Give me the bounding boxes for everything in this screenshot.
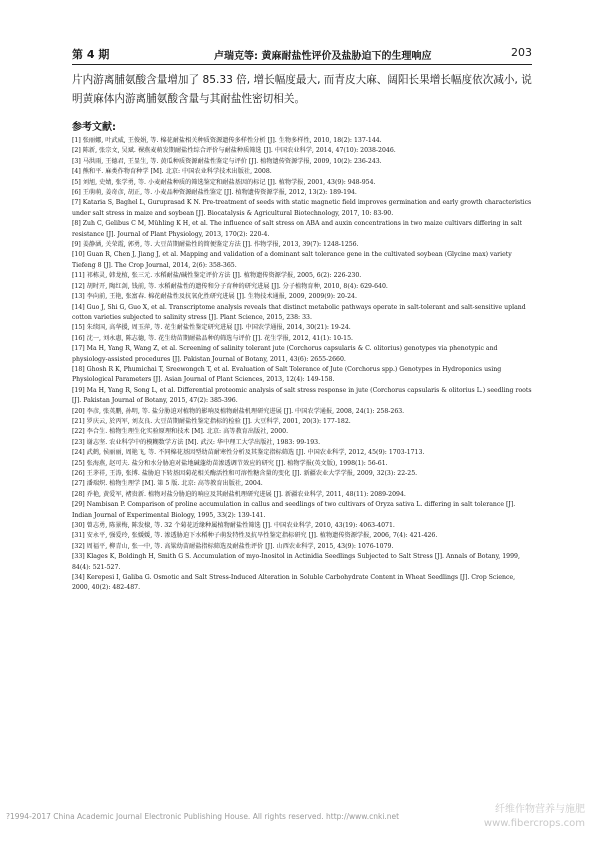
reference-item: [23] 谢志坚. 农业科学中的模糊数学方法 [M]. 武汉: 华中理工大学出版社, 1983: 99-193. [72,438,321,446]
reference-item: [9] 姜静涵, 关荣霞, 郭勇, 等. 大豆苗期耐盐性的简便鉴定方法 [J]. 作物学报, 2013, 39(7): 1248-1256. [72,241,359,249]
issue-number: 第 4 期 [72,48,110,61]
reference-item: [31] 安永平, 强爱玲, 张媛媛, 等. 渗透胁迫下水稻种子萌发特性及抗旱性鉴定指标研究 [J]. 植物遗传资源学报, 2006, 7(4): 421-426. [72,532,438,540]
watermark-logo [447,800,587,830]
reference-item: [13] 李向前, 王艳, 张富春. 棉花耐盐性及抗氧化性研究进展 [J]. 生物技术通报, 2009, 2009(9): 20-24. [72,293,357,301]
reference-item: [21] 罗庆云, 於丙军, 刘友良. 大豆苗期耐盐性鉴定指标的检验 [J]. 大豆科学, 2001, 20(3): 177-182. [72,417,351,425]
reference-item: [28] 乔艳, 黄爱军, 褚贵新. 植物对盐分胁迫的响应及其耐盐机理研究进展 [J]. 新疆农业科学, 2011, 48(11): 2089-2094. [72,490,406,498]
references-heading: 参考文献: [72,122,116,133]
reference-item: [10] Guan R, Chen J, Jiang J, et al. Mapping and validation of a dominant salt tolerance gene in the cultivated soybean (Glycine max) variety Tiefeng 8 [J]. The Crop Journal, 2014, 2(6): 358-365. [72,251,512,269]
reference-item: [11] 祁栋灵, 韩龙植, 张三元. 水稻耐盐/碱性鉴定评价方法 [J]. 植物遗传资源学报, 2005, 6(2): 226-230. [72,272,362,280]
reference-item: [33] Klages K, Boldingh H, Smith G S. Accumulation of myo-Inositol in Actinidia Seedlings Subjected to Salt Stress [J]. Annals of Botany, 1999, 84(4): 521-527. [72,553,520,571]
reference-item: [18] Ghosh R K, Phumichai T, Sreewongch T, et al. Evaluation of Salt Tolerance of Jute (Corchorus spp.) Genotypes in Hydroponics using Physiological Parameters [J]. Asian Journal of Plant Sciences, 2013, 12(4): 149-158. [72,365,502,384]
reference-item: [29] Nambisan P. Comparison of proline accumulation in callus and seedlings of two cultivars of Oryza sativa L. differing in salt tolerance [J]. Indian Journal of Experimental Biology, 1995, 33(2): 139-141. [72,501,516,519]
reference-item: [24] 武鹤, 侯丽丽, 周艳飞, 等. 不同棉花基因型幼苗耐寒性分析及其鉴定指标筛选 [J]. 中国农业科学, 2012, 45(9): 1703-1713. [72,449,425,457]
reference-item: [4] 熊和平. 麻类作物育种学 [M]. 北京: 中国农业科学技术出版社, 2008. [72,168,272,176]
reference-list [72,136,534,594]
reference-item: [15] 朱续国, 高华援, 周玉萍, 等. 花生耐盐性鉴定研究进展 [J]. 中国农学通报, 2014, 30(21): 19-24. [72,324,351,332]
reference-item: [26] 王茅祥, 王涛, 张博. 盐胁迫下转基因菊花相关酶活性和可溶性糖含量的变化 [J]. 新疆农业大学学报, 2009, 32(3): 22-25. [72,470,418,477]
running-title: 卢瑞克等: 黄麻耐盐性评价及盐胁迫下的生理响应 [214,51,432,62]
reference-item: [7] Kataria S, Baghel L, Guruprasad K N. Pre-treatment of seeds with static magnetic field improves germination and early growth characteristics under salt stress in maize and soybean [J]. Biocatalysis & Agricultural Biotechnology, 2017, 10: 83-90. [72,199,532,217]
watermark-url: www.fibercrops.com [483,818,585,829]
reference-item: [6] 王萌萌, 姜奇彦, 胡正, 等. 小麦品种资源耐盐性鉴定 [J]. 植物遗传资源学报, 2012, 13(2): 189-194. [72,189,357,197]
reference-item: [14] Guo J, Shi G, Guo X, et al. Transcriptome analysis reveals that distinct metabolic pathways operate in salt-tolerant and salt-sensitive upland cotton varieties subjected to salinity stress [J]. Plant Science, 2015, 238: 33. [72,303,526,321]
reference-item: [34] Kerepesi I, Galiba G. Osmotic and Salt Stress-Induced Alteration in Soluble Carbohydrate Content in Wheat Seedlings [J]. Crop Science, 2000, 40(2): 482-487. [72,574,516,592]
reference-item: [32] 周福平, 柳青山, 张一中, 等. 高粱幼苗耐盐指标筛选及耐盐性评价 [J]. 山西农业科学, 2015, 43(9): 1076-1079. [72,542,394,550]
reference-item: [5] 刘旭, 史婧, 张学勇, 等. 小麦耐盐种质的筛选鉴定和耐盐基因的标记 [J]. 植物学报, 2001, 43(9): 948-954. [72,178,376,186]
reference-item: [25] 张海燕, 赵可夫. 盐分和水分胁迫对盐地碱蓬幼苗渗透调节效应的研究 [J]. 植物学报(英文版), 1998(1): 56-61. [72,459,388,467]
body-paragraph: 片内游离脯氨酸含量增加了 85.33 倍, 增长幅度最大, 而青皮大麻、阔阳长果增长幅度依次减小, 说明黄麻体内游离脯氨酸含量与其耐盐性密切相关。 [72,74,532,105]
reference-item: [22] 李合生. 植物生理生化实验原理和技术 [M]. 北京: 高等教育出版社, 2000. [72,428,289,436]
reference-item: [12] 胡时开, 陶红剑, 钱前, 等. 水稻耐盐性的遗传和分子育种的研究进展 [J]. 分子植物育种, 2010, 8(4): 629-640. [72,282,388,290]
reference-item: [17] Ma H, Yang R, Wang Z, et al. Screening of salinity tolerant jute (Corchorus capsularis & C. olitorius) genotypes via phenotypic and physiology-assisted procedures [J]. Pakistan Journal of Botany, 2011, 43(6): 2655-2660. [72,345,498,363]
reference-item: [30] 曾志勇, 陈景梅, 陈发棣, 等. 32 个菊花近缘种属植物耐盐性筛选 [J]. 中国农业科学, 2010, 43(19): 4063-4071. [72,522,395,530]
reference-item: [8] Zuh C, Gelibus C M, Mühling K H, et al. The influence of salt stress on ABA and auxin concentrations in two maize cultivars differing in salt resistance [J]. Journal of Plant Physiology, 2013, 170(2): 220-4. [72,220,522,238]
reference-item: [19] Ma H, Yang R, Song L, et al. Differential proteomic analysis of salt stress response in jute (Corchorus capsularis & olitorius L.) seedling roots [J]. Pakistan Journal of Botany, 2015, 47(2): 385-396. [72,386,532,405]
reference-item: [1] 张丽娜, 叶武威, 王俊娟, 等. 棉花耐盐相关种质资源遗传多样性分析 [J]. 生物多样性, 2010, 18(2): 137-144. [72,137,382,144]
page-number: 203 [511,46,532,59]
reference-item: [2] 陈新, 张宗文, 吴斌. 裸燕麦萌发期耐盐性综合评价与耐盐种质筛选 [J]. 中国农业科学, 2014, 47(10): 2038-2046. [72,147,396,155]
reference-item: [27] 潘瑞炽. 植物生理学 [M]. 第 5 版. 北京: 高等教育出版社, 2004. [72,480,263,488]
page-header [72,46,532,65]
watermark-title: 纤维作物营养与施肥 [495,804,585,815]
reference-item: [20] 李彦, 张英鹏, 孙明, 等. 盐分胁迫对植物的影响及植物耐盐机理研究进展 [J]. 中国农学通报, 2008, 24(1): 258-263. [72,407,405,415]
reference-item: [16] 沈一, 刘永惠, 陈志德, 等. 花生幼苗期耐盐品种的筛选与评价 [J]. 花生学报, 2012, 41(1): 10-15. [72,334,353,342]
reference-item: [3] 马洪雨, 王德君, 王显生, 等. 黄瓜种质资源耐盐性鉴定与评价 [J]. 植物遗传资源学报, 2009, 10(2): 236-243. [72,157,382,165]
copyright-notice: ?1994-2017 China Academic Journal Electronic Publishing House. All rights reserved. http://www.cnki.net [6,812,400,821]
